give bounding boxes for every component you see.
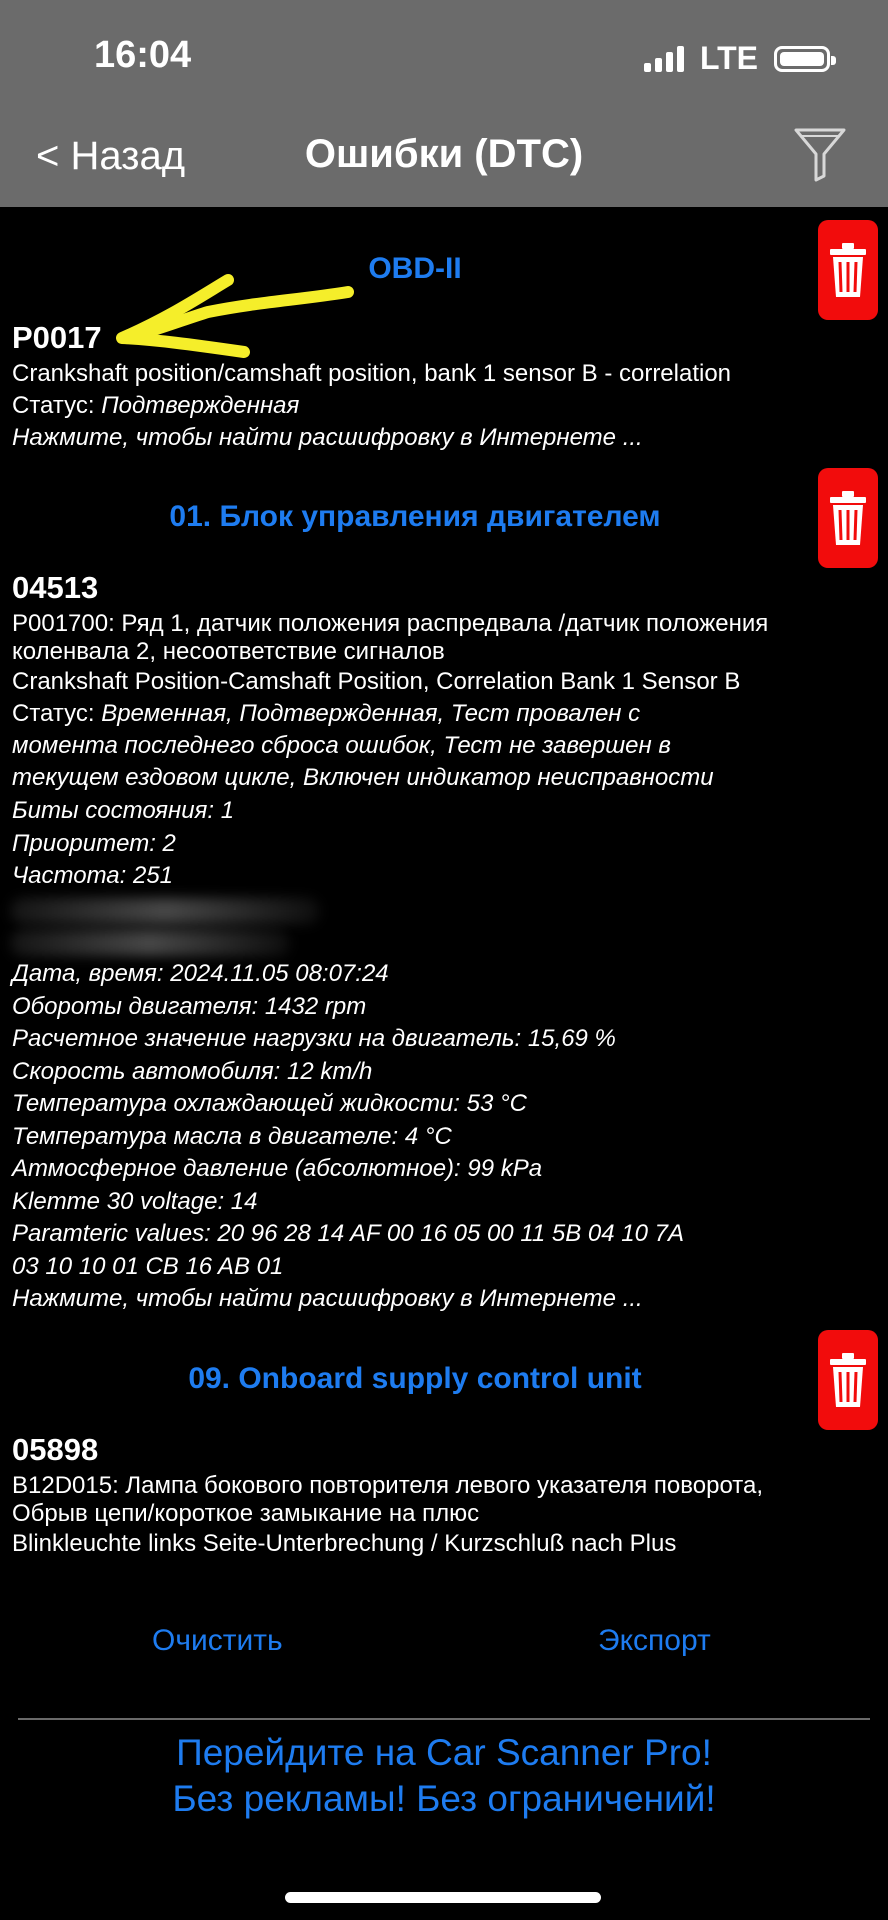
section-title-obd2: OBD-II: [368, 252, 462, 285]
delete-section-button[interactable]: [818, 1330, 878, 1430]
detail-row: Дата, время: 2024.11.05 08:07:24: [12, 960, 389, 987]
trash-icon: [828, 1351, 868, 1409]
detail-row: Биты состояния: 1: [12, 797, 235, 824]
detail-row: 03 10 10 01 CB 16 AB 01: [12, 1253, 284, 1280]
dtc-status: Статус: Временная, Подтвержденная, Тест провален с: [12, 700, 641, 727]
battery-icon: [774, 46, 830, 72]
redacted-row: [10, 930, 290, 956]
dtc-code: 04513: [12, 570, 99, 605]
delete-section-button[interactable]: [818, 468, 878, 568]
export-button[interactable]: Экспорт: [598, 1624, 711, 1657]
dtc-description: Crankshaft position/camshaft position, bank 1 sensor B - correlation: [12, 360, 732, 387]
dtc-description: P001700: Ряд 1, датчик положения распредвала /датчик положения: [12, 610, 769, 637]
detail-row: Обороты двигателя: 1432 rpm: [12, 993, 367, 1020]
search-online-link[interactable]: Нажмите, чтобы найти расшифровку в Интернете ...: [12, 424, 643, 451]
promo-line-2[interactable]: Без рекламы! Без ограничений!: [172, 1778, 716, 1819]
detail-row: Klemme 30 voltage: 14: [12, 1188, 258, 1215]
redacted-row: [10, 898, 320, 924]
detail-row: Частота: 251: [12, 862, 174, 889]
detail-row: Расчетное значение нагрузки на двигатель: 15,69 %: [12, 1025, 616, 1052]
dtc-description-de: Blinkleuchte links Seite-Unterbrechung / Kurzschluß nach Plus: [12, 1530, 677, 1557]
search-online-link[interactable]: Нажмите, чтобы найти расшифровку в Интернете ...: [12, 1285, 643, 1312]
signal-icon: [644, 46, 684, 72]
status-indicators: [644, 40, 830, 77]
detail-row: Приоритет: 2: [12, 830, 176, 857]
dtc-code: P0017: [12, 320, 102, 355]
annotation-arrow-icon: [108, 262, 363, 362]
home-indicator: [285, 1892, 601, 1903]
divider: [18, 1718, 870, 1720]
dtc-status: текущем ездовом цикле, Включен индикатор неисправности: [12, 764, 714, 791]
trash-icon: [828, 489, 868, 547]
dtc-description-en: Crankshaft Position-Camshaft Position, Correlation Bank 1 Sensor B: [12, 668, 741, 695]
page-title: Ошибки (DTC): [304, 132, 584, 176]
dtc-description: коленвала 2, несоответствие сигналов: [12, 638, 445, 665]
filter-icon: [792, 124, 848, 184]
detail-row: Температура охлаждающей жидкости: 53 °C: [12, 1090, 527, 1117]
section-title-onboard-supply: 09. Onboard supply control unit: [188, 1362, 642, 1395]
dtc-status: момента последнего сброса ошибок, Тест не завершен в: [12, 732, 671, 759]
section-title-engine: 01. Блок управления двигателем: [169, 500, 661, 533]
status-time: 16:04: [94, 34, 192, 76]
back-button[interactable]: < Назад: [36, 134, 186, 178]
detail-row: Скорость автомобиля: 12 km/h: [12, 1058, 373, 1085]
promo-line-1[interactable]: Перейдите на Car Scanner Pro!: [176, 1732, 712, 1773]
dtc-description: B12D015: Лампа бокового повторителя левого указателя поворота,: [12, 1472, 764, 1499]
filter-button[interactable]: [792, 124, 848, 184]
dtc-description: Обрыв цепи/короткое замыкание на плюс: [12, 1500, 480, 1527]
delete-section-button[interactable]: [818, 220, 878, 320]
network-label: LTE: [699, 40, 758, 76]
navigation-header: [0, 0, 888, 207]
clear-button[interactable]: Очистить: [152, 1624, 283, 1657]
detail-row: Paramteric values: 20 96 28 14 AF 00 16 05 00 11 5B 04 10 7A: [12, 1220, 685, 1247]
trash-icon: [828, 241, 868, 299]
dtc-code: 05898: [12, 1432, 99, 1467]
detail-row: Температура масла в двигателе: 4 °C: [12, 1123, 452, 1150]
detail-row: Атмосферное давление (абсолютное): 99 kPa: [12, 1155, 543, 1182]
dtc-status: Статус: Подтвержденная: [12, 392, 300, 419]
